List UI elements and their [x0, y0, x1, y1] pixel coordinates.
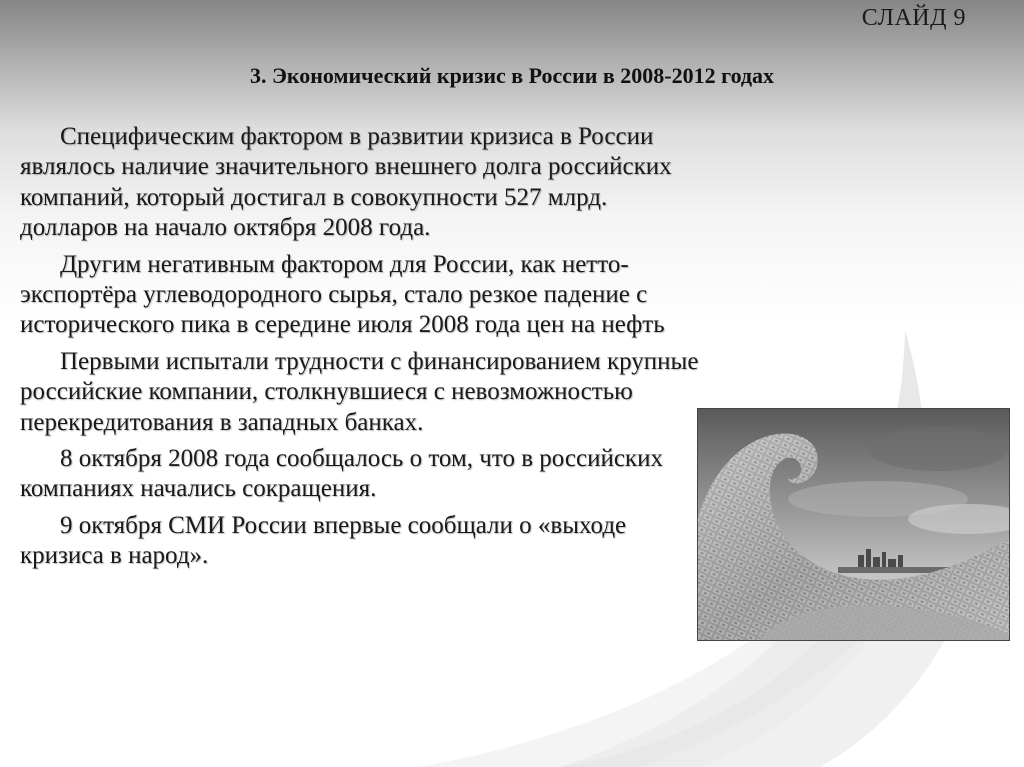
slide-title: 3. Экономический кризис в России в 2008-2012 годах	[249, 63, 775, 88]
paragraph-5: 9 октября СМИ России впервые сообщали о «выходе кризиса в народ».	[20, 511, 627, 570]
money-wave-image	[697, 408, 1010, 641]
slide-number: СЛАЙД 9	[861, 5, 966, 31]
paragraph-2: Другим негативным фактором для России, как нетто-экспортёра углеводородного сырья, стало резкое падение с исторического пика в середине июля 2008 года цен на нефть	[20, 250, 665, 339]
paragraph-1: Специфическим фактором в развитии кризиса в России являлось наличие значительного внешнего долга российских компаний, который достигал в совокупности 527 млрд. долларов на начало октября 2008 года.	[20, 123, 672, 242]
slide-body	[20, 122, 700, 578]
money-wave-illustration	[698, 409, 1009, 640]
paragraph-3: Первыми испытали трудности с финансированием крупные российские компании, столкнувшиеся с невозможностью перекредитования в западных банках.	[20, 347, 699, 436]
paragraph-4: 8 октября 2008 года сообщалось о том, что в российских компаниях начались сокращения.	[20, 445, 663, 503]
